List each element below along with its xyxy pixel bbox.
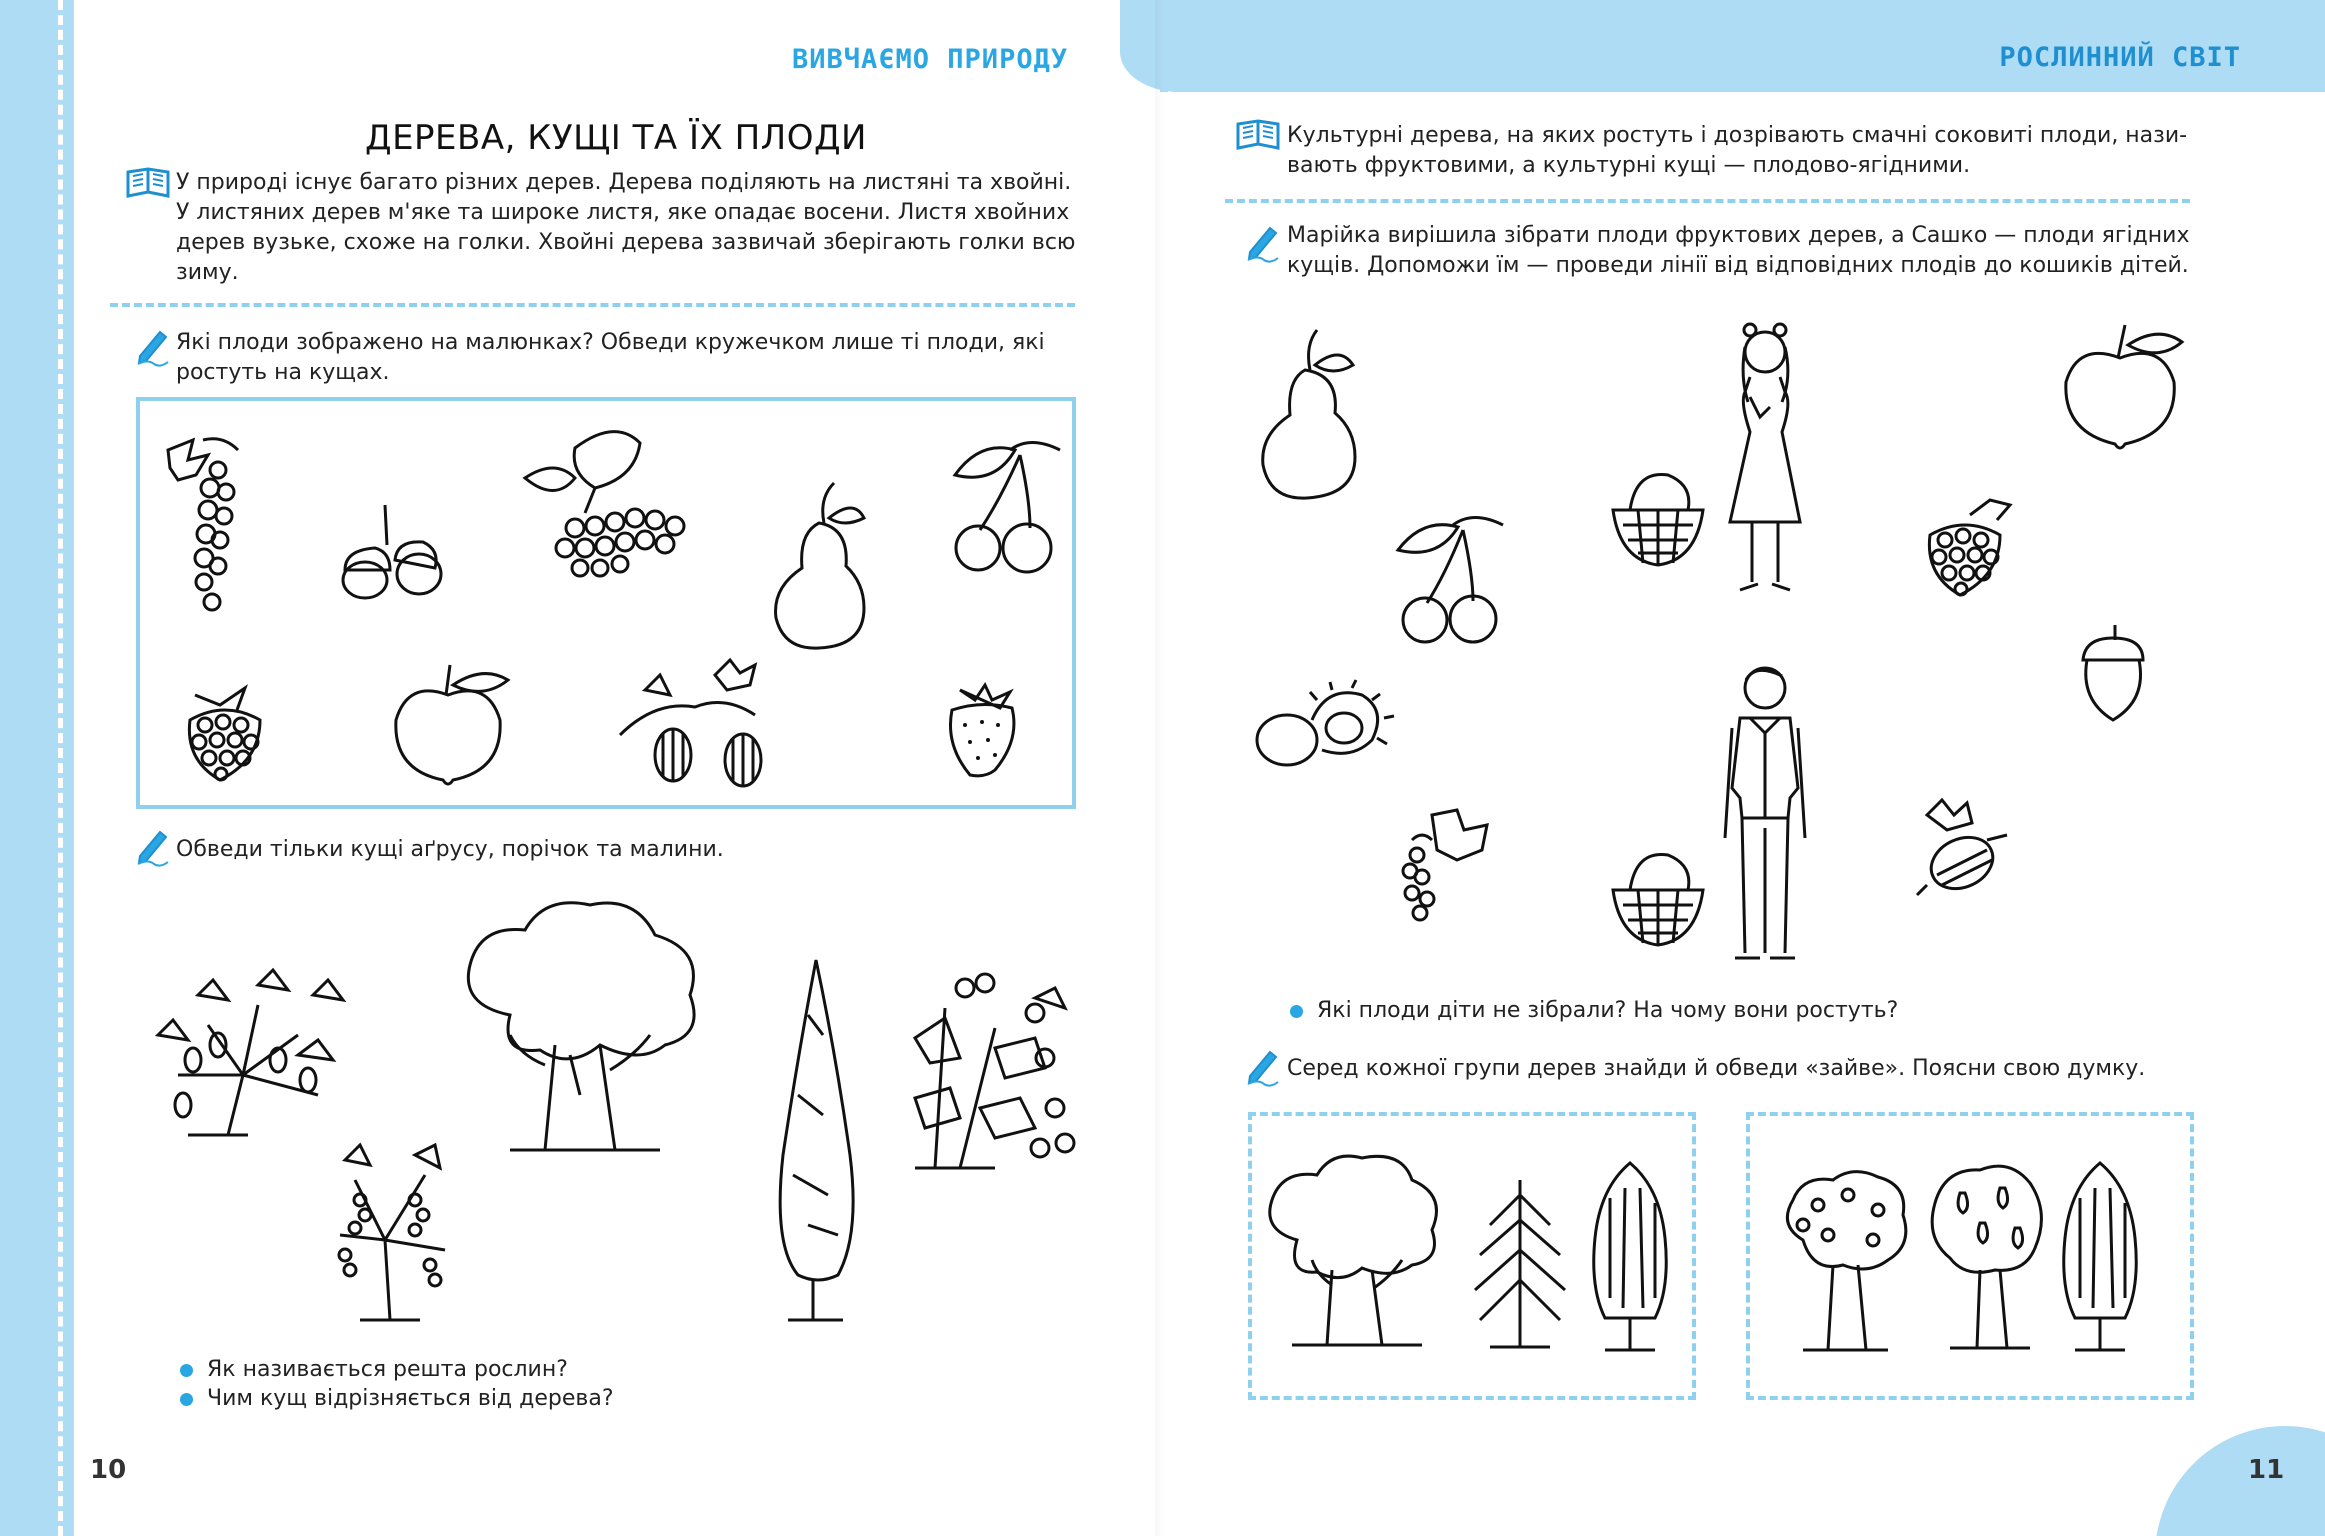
page-number-right: 11	[2248, 1455, 2285, 1485]
book-icon	[1234, 120, 1282, 152]
deciduous-tree-drawing	[1262, 1150, 1447, 1350]
pencil-icon	[134, 826, 174, 866]
cypress-tree-drawing	[768, 955, 863, 1325]
gooseberry-bush-drawing	[148, 965, 358, 1140]
task2-text: Обведи тільки кущі аґрусу, порічок та малини.	[176, 837, 724, 862]
currant-drawing	[148, 430, 258, 630]
chestnuts-drawing	[1252, 680, 1402, 775]
apple-tree-drawing	[1778, 1165, 1913, 1355]
pear-drawing	[764, 478, 874, 653]
pear-tree-drawing	[1925, 1158, 2045, 1353]
birch-tree-drawing-1	[1585, 1158, 1675, 1353]
info-line: Культурні дерева, на яких ростуть і дозрівають смачні соковиті плоди, нази-	[1287, 123, 2188, 148]
cherries-drawing	[945, 430, 1070, 580]
page-gutter	[1155, 0, 1165, 1536]
pear-drawing	[1255, 325, 1365, 505]
acorn-drawing	[2075, 620, 2150, 725]
task-line: ростуть на кущах.	[176, 360, 390, 385]
gooseberry-drawing	[615, 655, 775, 790]
question-row	[180, 1355, 568, 1385]
bullet-dot	[1290, 1005, 1303, 1018]
page-title: ДЕРЕВА, КУЩІ ТА ЇХ ПЛОДИ	[365, 118, 867, 158]
info-paragraph	[1287, 121, 2207, 181]
gooseberry-drawing	[1912, 795, 2012, 900]
section-divider	[110, 303, 1075, 307]
oak-tree-drawing	[450, 895, 710, 1155]
pencil-icon	[134, 326, 174, 366]
task3-text	[1287, 221, 2217, 281]
raspberry-bush-drawing	[905, 968, 1075, 1173]
cherries-drawing	[1393, 505, 1508, 645]
intro-line: У природі існує багато різних дерев. Дерева поділяють на листяні та хвойні.	[176, 170, 1072, 195]
boy-drawing	[1710, 658, 1820, 968]
apple-drawing	[2060, 320, 2185, 455]
page-number-left: 10	[90, 1455, 127, 1485]
currant-bush-drawing	[325, 1140, 460, 1325]
currant-drawing	[1392, 805, 1512, 925]
question-row	[180, 1384, 614, 1414]
top-header-dashes	[1160, 88, 2320, 92]
left-margin-dashes	[58, 0, 63, 1536]
section-divider	[1225, 199, 2190, 203]
section-header-left: ВИВЧАЄМО ПРИРОДУ	[792, 44, 1069, 75]
info-line: вають фруктовими, а культурні кущі — плодово-ягідними.	[1287, 153, 1971, 178]
apple-drawing	[388, 660, 513, 790]
girl-drawing	[1710, 322, 1820, 602]
pencil-icon	[1244, 1046, 1284, 1086]
intro-line: дерев вузьке, схоже на голки. Хвойні дерева зазвичай зберігають голки всю	[176, 230, 1076, 255]
corner-decoration	[2155, 1426, 2325, 1536]
task-line: Марійка вирішила зібрати плоди фруктових дерев, а Сашко — плоди ягідних	[1287, 223, 2190, 248]
spruce-tree-drawing	[1470, 1175, 1570, 1350]
pencil-icon	[1244, 222, 1284, 262]
question-text: Як називається решта рослин?	[207, 1357, 568, 1382]
bullet-dot	[180, 1393, 193, 1406]
basket-drawing	[1608, 850, 1708, 950]
strawberry-drawing	[940, 680, 1025, 780]
raspberry-drawing	[175, 680, 275, 785]
birch-tree-drawing-2	[2055, 1158, 2145, 1353]
question-text: Які плоди діти не зібрали? На чому вони ростуть?	[1317, 998, 1899, 1023]
task4-text: Серед кожної групи дерев знайди й обведи «зайве». Поясни свою думку.	[1287, 1056, 2146, 1081]
task-line: кущів. Допоможи їм — проведи лінії від відповідних плодів до кошиків дітей.	[1287, 253, 2189, 278]
task-line: Які плоди зображено на малюнках? Обведи кружечком лише ті плоди, які	[176, 330, 1045, 355]
section-header-right: РОСЛИННИЙ СВІТ	[1999, 42, 2241, 73]
intro-paragraph	[176, 168, 1076, 288]
raspberry-drawing	[1915, 490, 2015, 600]
question-row	[1290, 996, 1898, 1026]
acorns-drawing	[335, 500, 455, 605]
basket-drawing	[1608, 470, 1708, 570]
question-text: Чим кущ відрізняється від дерева?	[207, 1386, 614, 1411]
bullet-dot	[180, 1364, 193, 1377]
book-icon	[124, 168, 172, 200]
intro-line: зиму.	[176, 260, 239, 285]
intro-line: У листяних дерев м'яке та широке листя, яке опадає восени. Листя хвойних	[176, 200, 1070, 225]
rowan-drawing	[515, 418, 695, 578]
task1-text	[176, 328, 1076, 388]
